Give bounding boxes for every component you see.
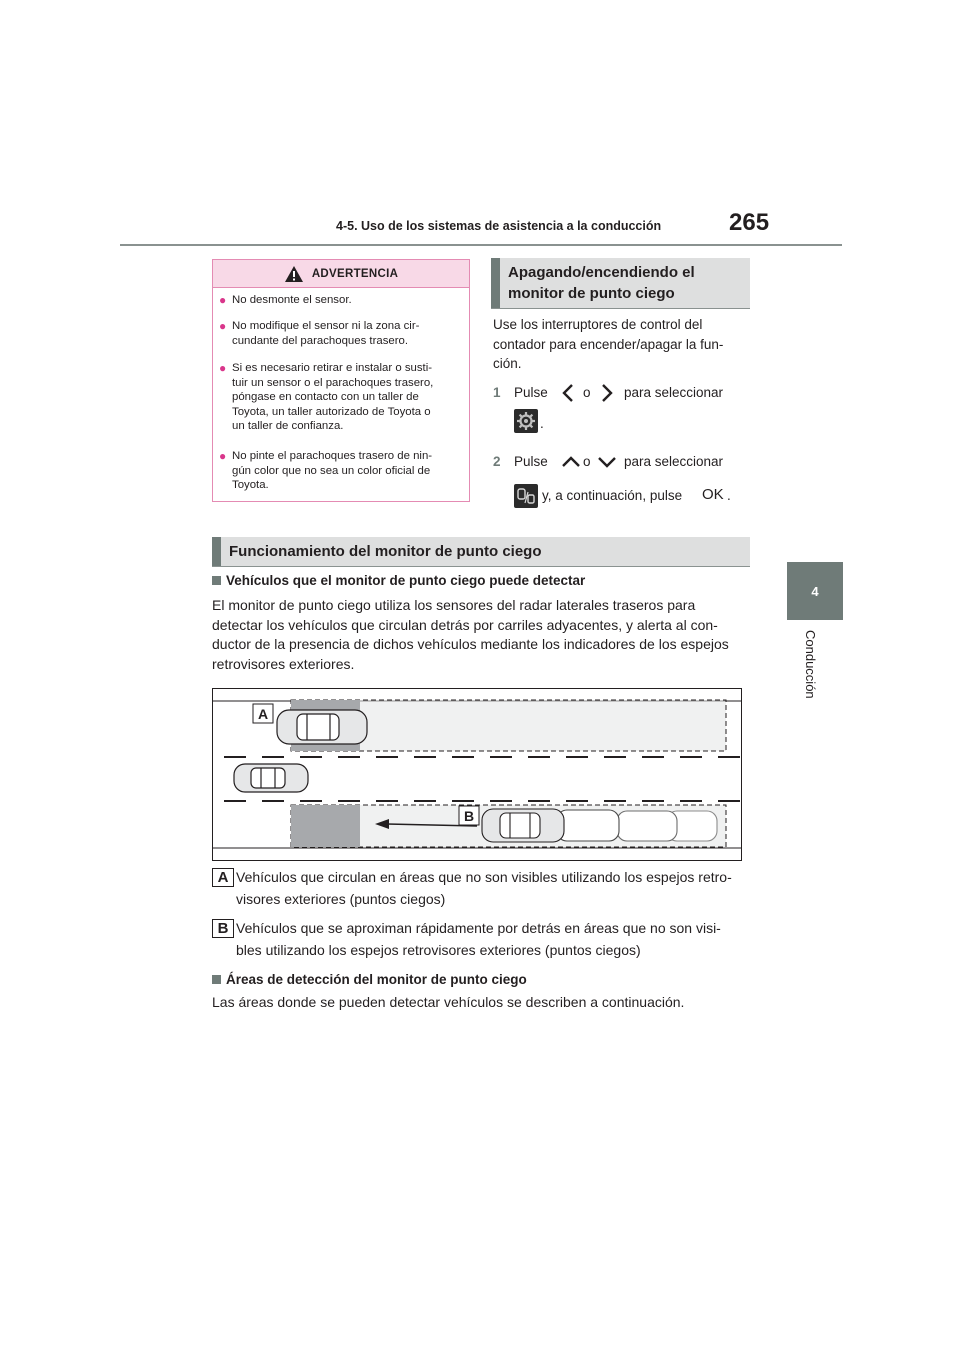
subheading-detect: [212, 573, 585, 588]
body-line: retrovisores exteriores.: [212, 655, 355, 672]
step1-select: para seleccionar: [624, 385, 724, 400]
intro-line: Use los interruptores de control del: [493, 317, 703, 332]
warning-item: [219, 361, 465, 434]
step-1: [493, 383, 501, 403]
step2-or: o: [583, 454, 591, 469]
heading-bar: [212, 537, 221, 566]
warning-line: póngase en contacto con un taller de: [232, 391, 419, 403]
chapter-tab[interactable]: [787, 562, 843, 620]
warning-line: un taller de confianza.: [232, 420, 344, 432]
car-icon: [277, 710, 367, 744]
body-paragraph: [212, 596, 752, 674]
bullet-dot-icon: ●: [219, 449, 227, 463]
callout-line: Vehículos que se aproximan rápidamente por detrás en áreas que no son visi-: [236, 920, 721, 936]
warning-triangle-icon: [284, 265, 304, 283]
intro-line: ción.: [493, 356, 522, 371]
step1-end: .: [540, 416, 544, 431]
blind-spot-zone-b: [291, 805, 360, 847]
subheading-text: Áreas de detección del monitor de punto ciego: [226, 972, 527, 987]
heading-line: Apagando/encendiendo el: [508, 264, 695, 281]
heading-switch: [491, 258, 750, 308]
chevron-right-icon: [600, 383, 614, 403]
warning-header: [213, 260, 469, 288]
page-number: 265: [729, 209, 770, 236]
step1-pulse: Pulse: [514, 385, 548, 400]
warning-line: tuir un sensor o el parachoques trasero,: [232, 376, 434, 389]
warning-item: [219, 449, 465, 493]
warning-line: No pinte el parachoques trasero de nin-: [232, 450, 433, 462]
heading-rule: [491, 308, 750, 309]
intro-line: contador para encender/apagar la fun-: [493, 336, 724, 352]
body-line: El monitor de punto ciego utiliza los sensores del radar laterales traseros para: [212, 597, 696, 613]
warning-line: No desmonte el sensor.: [232, 294, 352, 306]
warning-box: [212, 259, 470, 502]
warning-line: cundante del parachoques trasero.: [232, 334, 409, 347]
switch-intro: [493, 315, 753, 374]
bullet-dot-icon: ●: [219, 361, 227, 375]
step1-or: o: [583, 385, 591, 400]
bullet-dot-icon: ●: [219, 319, 227, 333]
chevron-left-icon: [561, 383, 575, 403]
heading-function: [212, 537, 750, 566]
square-bullet-icon: [212, 576, 221, 585]
warning-line: Toyota.: [232, 479, 269, 491]
warning-item: [219, 293, 465, 308]
callout-b-box: B: [212, 919, 234, 938]
step-2: [493, 452, 501, 472]
step-number: 2: [493, 454, 501, 469]
chevron-down-icon: [597, 455, 617, 469]
square-bullet-icon: [212, 975, 221, 984]
chevron-up-icon: [561, 455, 581, 469]
ok-button-icon: OK: [702, 486, 724, 503]
callout-a-text: [236, 866, 776, 910]
heading-text: Funcionamiento del monitor de punto ciego: [229, 543, 542, 560]
blind-spot-diagram: [212, 688, 742, 861]
bsm-indicator-icon: [514, 484, 538, 508]
subheading-text: Vehículos que el monitor de punto ciego puede detectar: [226, 573, 586, 588]
ego-car-icon: [234, 764, 308, 792]
warning-line: Toyota, un taller autorizado de Toyota o: [232, 405, 431, 418]
warning-line: gún color que no sea un color oficial de: [232, 464, 431, 477]
heading-rule: [212, 566, 750, 567]
chapter-number: 4: [811, 583, 819, 599]
heading-line: monitor de punto ciego: [508, 285, 675, 302]
step2-select: para seleccionar: [624, 454, 724, 469]
body-paragraph-areas: Las áreas donde se pueden detectar vehículos se describen a continuación.: [212, 994, 685, 1010]
chapter-label: Conducción: [803, 630, 818, 699]
bullet-dot-icon: ●: [219, 293, 227, 307]
callout-line: bles utilizando los espejos retrovisores exteriores (puntos ciegos): [236, 942, 641, 958]
callout-a-box: A: [212, 868, 234, 887]
figure-label-b: B: [463, 808, 475, 824]
body-line: ductor de la presencia de dichos vehículos mediante los indicadores de los espejos: [212, 636, 729, 652]
header-rule: [120, 244, 842, 246]
heading-bar: [491, 258, 500, 308]
approaching-car-icon: [482, 809, 717, 842]
figure-label-a: A: [257, 706, 269, 722]
callout-line: visores exteriores (puntos ciegos): [236, 891, 446, 907]
step-number: 1: [493, 385, 501, 400]
subheading-areas: [212, 972, 527, 987]
step2-pulse: Pulse: [514, 454, 548, 469]
warning-item: [219, 319, 465, 348]
warning-line: No modifique el sensor ni la zona cir-: [232, 320, 420, 332]
callout-line: Vehículos que circulan en áreas que no son visibles utilizando los espejos retro-: [236, 869, 732, 885]
callout-b-text: [236, 917, 776, 961]
body-line: detectar los vehículos que circulan detrás por carriles adyacentes, y alerta al con-: [212, 616, 718, 633]
settings-gear-icon: [514, 409, 538, 433]
step2-continue: y, a continuación, pulse: [542, 488, 683, 503]
step2-end: .: [727, 488, 731, 503]
section-title: 4-5. Uso de los sistemas de asistencia a la conducción: [336, 219, 662, 233]
warning-line: Si es necesario retirar e instalar o susti-: [232, 362, 433, 374]
warning-title: ADVERTENCIA: [311, 267, 399, 280]
